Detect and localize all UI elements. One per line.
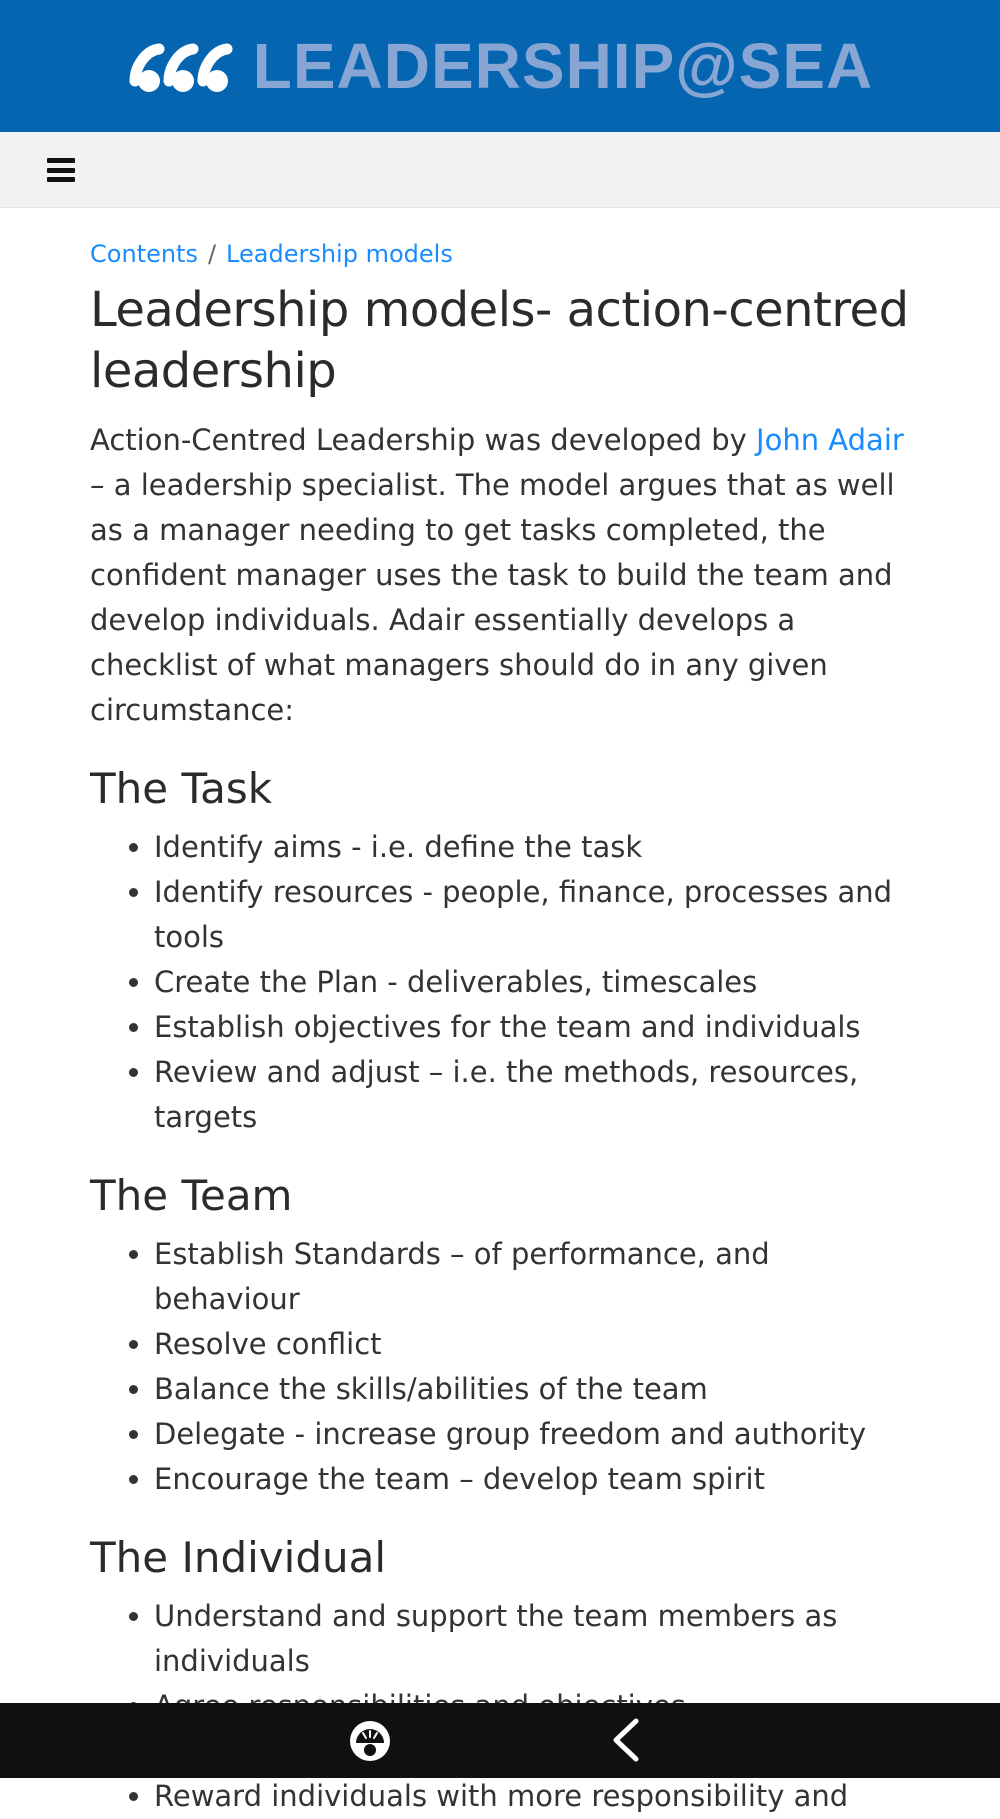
task-list bbox=[90, 825, 910, 1140]
list-item: • Establish Standards – of performance, and behaviour bbox=[154, 1232, 910, 1322]
team-list bbox=[90, 1232, 910, 1502]
breadcrumb-separator: / bbox=[207, 240, 217, 268]
breadcrumb-link-leadership-models[interactable]: Leadership models bbox=[226, 240, 453, 268]
list-item: • Reward individuals with more responsibility and bbox=[154, 1774, 910, 1819]
list-item: • Identify aims - i.e. define the task bbox=[154, 825, 910, 870]
list-item: • Identify resources - people, finance, processes and tools bbox=[154, 870, 910, 960]
system-bottom-bar bbox=[0, 1703, 1000, 1778]
list-item: • Create the Plan - deliverables, timescales bbox=[154, 960, 910, 1005]
main-content bbox=[90, 236, 910, 1819]
intro-paragraph bbox=[90, 418, 910, 733]
list-item: • Balance the skills/abilities of the team bbox=[154, 1367, 910, 1412]
john-adair-link[interactable]: John Adair bbox=[756, 423, 904, 457]
intro-text-start: Action-Centred Leadership was developed by bbox=[90, 423, 757, 457]
breadcrumb bbox=[90, 236, 910, 272]
top-navbar bbox=[0, 132, 1000, 208]
list-item: • Understand and support the team members as individuals bbox=[154, 1594, 910, 1684]
breadcrumb-link-contents[interactable]: Contents bbox=[90, 240, 198, 268]
list-item: • Delegate - increase group freedom and authority bbox=[154, 1412, 910, 1457]
waves-logo-icon bbox=[127, 37, 245, 95]
section-heading: The Team bbox=[90, 1171, 293, 1220]
home-app-icon[interactable] bbox=[348, 1719, 392, 1763]
hamburger-menu-icon[interactable] bbox=[44, 154, 78, 186]
page-title: Leadership models- action-centred leadership bbox=[90, 282, 909, 399]
back-chevron-icon[interactable] bbox=[606, 1717, 646, 1763]
list-item: • Encourage the team – develop team spirit bbox=[154, 1457, 910, 1502]
section-heading: The Task bbox=[90, 764, 273, 813]
list-item: • Resolve conflict bbox=[154, 1322, 910, 1367]
list-item: • Establish objectives for the team and individuals bbox=[154, 1005, 910, 1050]
site-banner bbox=[0, 0, 1000, 132]
intro-text-end: – a leadership specialist. The model argues that as well as a manager needing to get tasks completed, the confident manager uses the task to build the team and develop individuals. Adair essentially develops a checklist of what managers should do in any given circumstance: bbox=[90, 468, 895, 727]
site-logo[interactable] bbox=[127, 30, 874, 102]
section-the-team bbox=[90, 1170, 910, 1502]
list-item: • Review and adjust – i.e. the methods, resources, targets bbox=[154, 1050, 910, 1140]
logo-text: LEADERSHIP@SEA bbox=[252, 30, 874, 102]
section-heading: The Individual bbox=[90, 1533, 387, 1582]
section-the-task bbox=[90, 763, 910, 1140]
